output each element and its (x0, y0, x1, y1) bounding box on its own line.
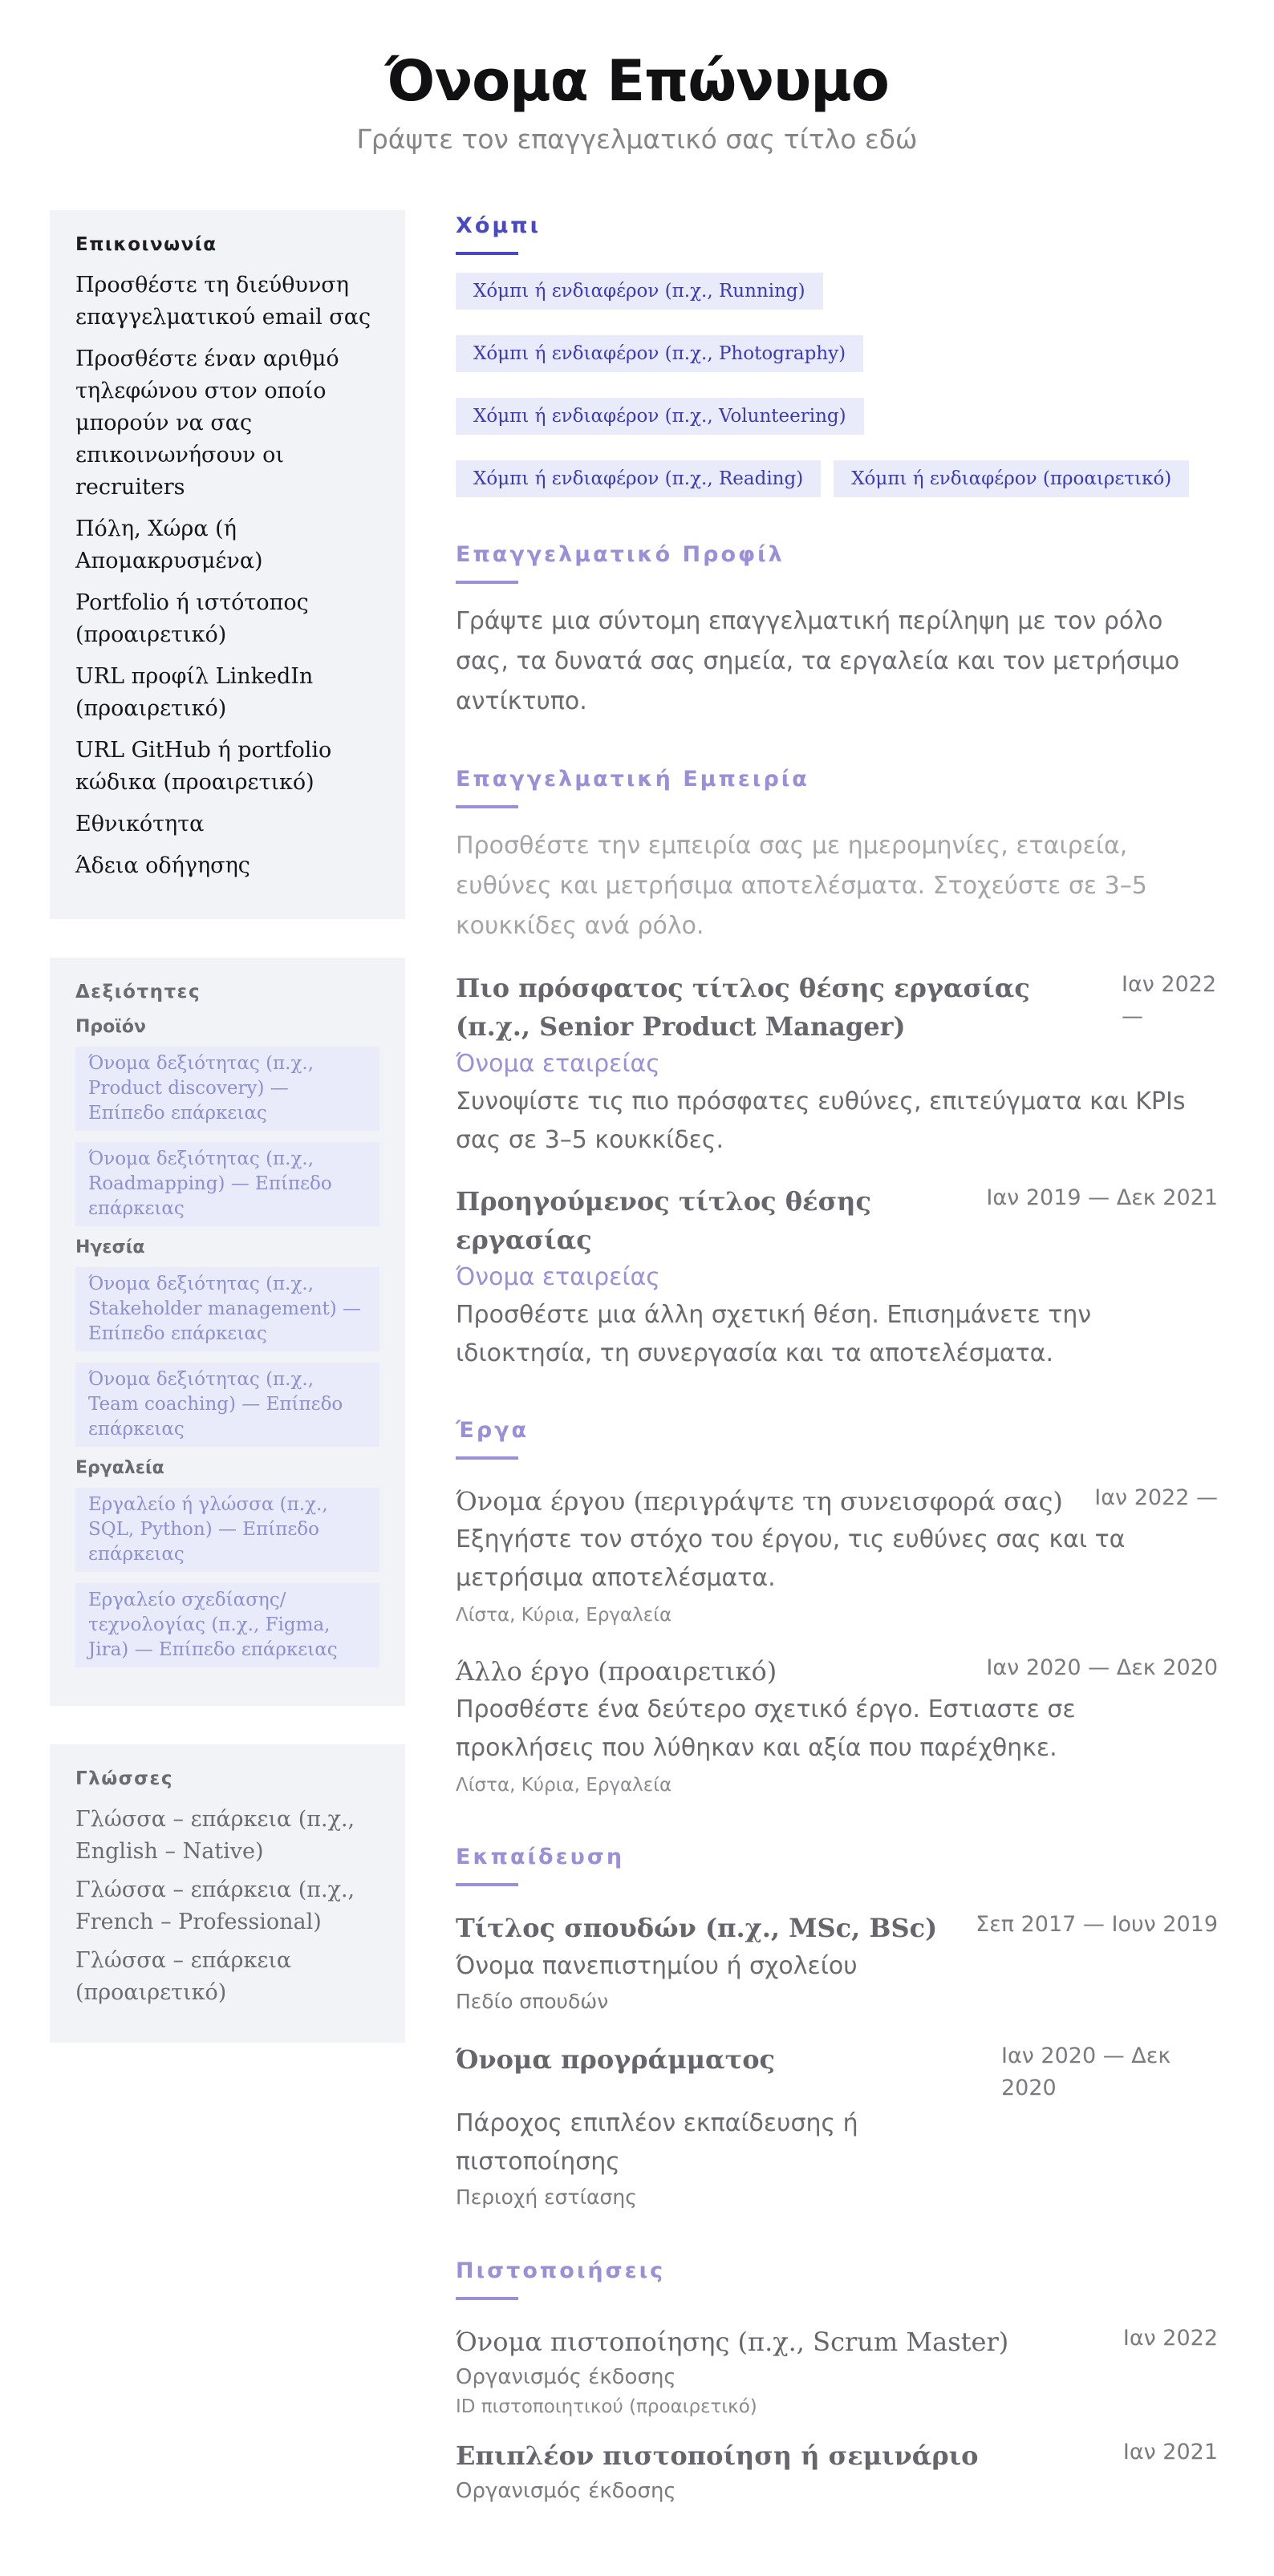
institution-name: Πάροχος επιπλέον εκπαίδευσης ή πιστοποίησης (456, 2109, 858, 2176)
language-item: Γλώσσα – επάρκεια (προαιρετικό) (75, 1948, 292, 2005)
contact-card (50, 210, 405, 919)
certifications-section (456, 2255, 1218, 2507)
skill-item: Όνομα δεξιότητας (π.χ., Roadmapping) — Επίπεδο επάρκειας (75, 1142, 379, 1226)
project-title: Άλλο έργο (προαιρετικό) (456, 1656, 777, 1687)
job-date: Ιαν 2022 — (1122, 972, 1217, 1029)
section-divider (456, 2297, 518, 2300)
education-heading: Εκπαίδευση (456, 1845, 625, 1869)
project-tags: Λίστα, Κύρια, Εργαλεία (456, 1775, 672, 1796)
job-title: Πιο πρόσφατος τίτλος θέσης εργασίας (π.χ., Senior Product Manager) (456, 973, 1030, 1042)
education-entry (456, 1909, 1218, 2018)
full-name: Όνομα Επώνυμο (385, 48, 889, 114)
project-tags: Λίστα, Κύρια, Εργαλεία (456, 1605, 672, 1626)
contact-phone: Προσθέστε έναν αριθμό τηλεφώνου στον οποίο μπορούν να σας επικοινωνήσουν οι recruiters (75, 346, 339, 500)
issuing-organization: Οργανισμός έκδοσης (456, 2479, 676, 2503)
job-description: Συνοψίστε τις πιο πρόσφατες ευθύνες, επιτεύγματα και KPIs σας σε 3–5 κουκκίδες. (456, 1088, 1186, 1154)
project-date: Ιαν 2022 — (1094, 1485, 1218, 1510)
language-item: Γλώσσα – επάρκεια (π.χ., English – Native) (75, 1807, 355, 1864)
skill-item: Εργαλείο ή γλώσσα (π.χ., SQL, Python) — Επίπεδο επάρκειας (75, 1488, 379, 1572)
issuing-organization: Οργανισμός έκδοσης (456, 2365, 676, 2389)
certification-entry (456, 2436, 1218, 2507)
degree-title: Τίτλος σπουδών (π.χ., MSc, BSc) (456, 1913, 938, 1943)
certificate-id: ID πιστοποιητικού (προαιρετικό) (456, 2396, 757, 2417)
contact-portfolio: Portfolio ή ιστότοπος (προαιρετικό) (75, 590, 309, 647)
project-entry (456, 1482, 1218, 1630)
certification-title: Επιπλέον πιστοποίηση ή σεμινάριο (456, 2440, 979, 2471)
contact-github: URL GitHub ή portfolio κώδικα (προαιρετικό) (75, 738, 332, 795)
languages-card (50, 1744, 405, 2043)
skill-group-title: Προϊόν (75, 1017, 146, 1037)
section-divider (456, 1883, 518, 1886)
skill-item: Όνομα δεξιότητας (π.χ., Team coaching) — Επίπεδο επάρκειας (75, 1363, 379, 1447)
profile-summary: Γράψτε μια σύντομη επαγγελματική περίληψη με τον ρόλο σας, τα δυνατά σας σημεία, τα εργαλεία και τον μετρήσιμο αντίκτυπο. (456, 607, 1180, 715)
main-column (456, 210, 1218, 2549)
job-date: Ιαν 2019 — Δεκ 2021 (986, 1185, 1218, 1210)
section-divider (456, 805, 518, 808)
contact-email: Προσθέστε τη διεύθυνση επαγγελματικού email σας (75, 273, 371, 330)
experience-heading: Επαγγελματική Εμπειρία (456, 767, 809, 792)
profile-section (456, 539, 1218, 722)
company-name: Όνομα εταιρείας (456, 1263, 660, 1291)
certification-date: Ιαν 2022 (1122, 2326, 1218, 2351)
skill-item: Όνομα δεξιότητας (π.χ., Stakeholder management) — Επίπεδο επάρκειας (75, 1267, 379, 1351)
experience-entry (456, 969, 1218, 1160)
education-date: Ιαν 2020 — Δεκ 2020 (1001, 2043, 1171, 2100)
resume-header (0, 45, 1274, 157)
professional-title: Γράψτε τον επαγγελματικό σας τίτλο εδώ (356, 124, 918, 155)
hobby-list (456, 273, 1218, 497)
language-item: Γλώσσα – επάρκεια (π.χ., French – Professional) (75, 1877, 355, 1934)
projects-heading: Έργα (456, 1418, 529, 1443)
certification-entry (456, 2323, 1218, 2420)
skill-group-title: Εργαλεία (75, 1458, 164, 1478)
profile-heading: Επαγγελματικό Προφίλ (456, 542, 785, 567)
languages-heading: Γλώσσες (75, 1768, 173, 1789)
education-date: Σεπ 2017 — Ιουν 2019 (976, 1912, 1218, 1937)
project-entry (456, 1652, 1218, 1800)
experience-section (456, 763, 1218, 1373)
section-divider (456, 252, 518, 255)
hobby-chip: Χόμπι ή ενδιαφέρον (π.χ., Running) (456, 273, 823, 310)
skill-group-title: Ηγεσία (75, 1237, 145, 1258)
contact-driving-license: Άδεια οδήγησης (75, 853, 250, 878)
hobbies-heading: Χόμπι (456, 213, 542, 238)
hobby-chip: Χόμπι ή ενδιαφέρον (π.χ., Reading) (456, 460, 821, 497)
hobby-chip: Χόμπι ή ενδιαφέρον (π.χ., Volunteering) (456, 398, 864, 435)
section-divider (456, 1456, 518, 1460)
certification-date: Ιαν 2021 (1122, 2440, 1218, 2465)
section-divider (456, 581, 518, 584)
field-of-study: Πεδίο σπουδών (456, 1990, 609, 2013)
skill-item: Εργαλείο σχεδίασης/τεχνολογίας (π.χ., Figma, Jira) — Επίπεδο επάρκειας (75, 1583, 379, 1667)
certifications-heading: Πιστοποιήσεις (456, 2258, 666, 2283)
job-title: Προηγούμενος τίτλος θέσης εργασίας (456, 1186, 871, 1255)
experience-entry (456, 1182, 1218, 1373)
contact-heading: Επικοινωνία (75, 234, 217, 255)
contact-linkedin: URL προφίλ LinkedIn (προαιρετικό) (75, 664, 314, 721)
education-entry (456, 2040, 1218, 2213)
project-description: Προσθέστε ένα δεύτερο σχετικό έργο. Εστιαστε σε προκλήσεις που λύθηκαν και αξία που παρέχθηκε. (456, 1695, 1076, 1762)
project-date: Ιαν 2020 — Δεκ 2020 (986, 1655, 1218, 1680)
project-description: Εξηγήστε τον στόχο του έργου, τις ευθύνες σας και τα μετρήσιμα αποτελέσματα. (456, 1525, 1126, 1592)
education-section (456, 1841, 1218, 2213)
hobby-chip: Χόμπι ή ενδιαφέρον (π.χ., Photography) (456, 335, 863, 372)
sidebar (50, 210, 405, 2081)
hobby-chip: Χόμπι ή ενδιαφέρον (προαιρετικό) (834, 460, 1189, 497)
skill-item: Όνομα δεξιότητας (π.χ., Product discovery) — Επίπεδο επάρκειας (75, 1047, 379, 1131)
field-of-study: Περιοχή εστίασης (456, 2185, 637, 2209)
company-name: Όνομα εταιρείας (456, 1050, 660, 1078)
degree-title: Όνομα προγράμματος (456, 2044, 776, 2075)
certification-title: Όνομα πιστοποίησης (π.χ., Scrum Master) (456, 2327, 1009, 2357)
skills-heading: Δεξιότητες (75, 982, 201, 1002)
experience-intro: Προσθέστε την εμπειρία σας με ημερομηνίες, εταιρεία, ευθύνες και μετρήσιμα αποτελέσματα. Στοχεύστε σε 3–5 κουκκίδες ανά ρόλο. (456, 832, 1147, 940)
institution-name: Όνομα πανεπιστημίου ή σχολείου (456, 1952, 858, 1980)
projects-section (456, 1415, 1218, 1800)
contact-nationality: Εθνικότητα (75, 812, 205, 836)
hobbies-section (456, 210, 1218, 497)
job-description: Προσθέστε μια άλλη σχετική θέση. Επισημάνετε την ιδιοκτησία, τη συνεργασία και τα αποτελέσματα. (456, 1301, 1092, 1367)
contact-location: Πόλη, Χώρα (ή Απομακρυσμένα) (75, 516, 263, 573)
project-title: Όνομα έργου (περιγράψτε τη συνεισφορά σας) (456, 1486, 1063, 1517)
skills-card (50, 958, 405, 1706)
